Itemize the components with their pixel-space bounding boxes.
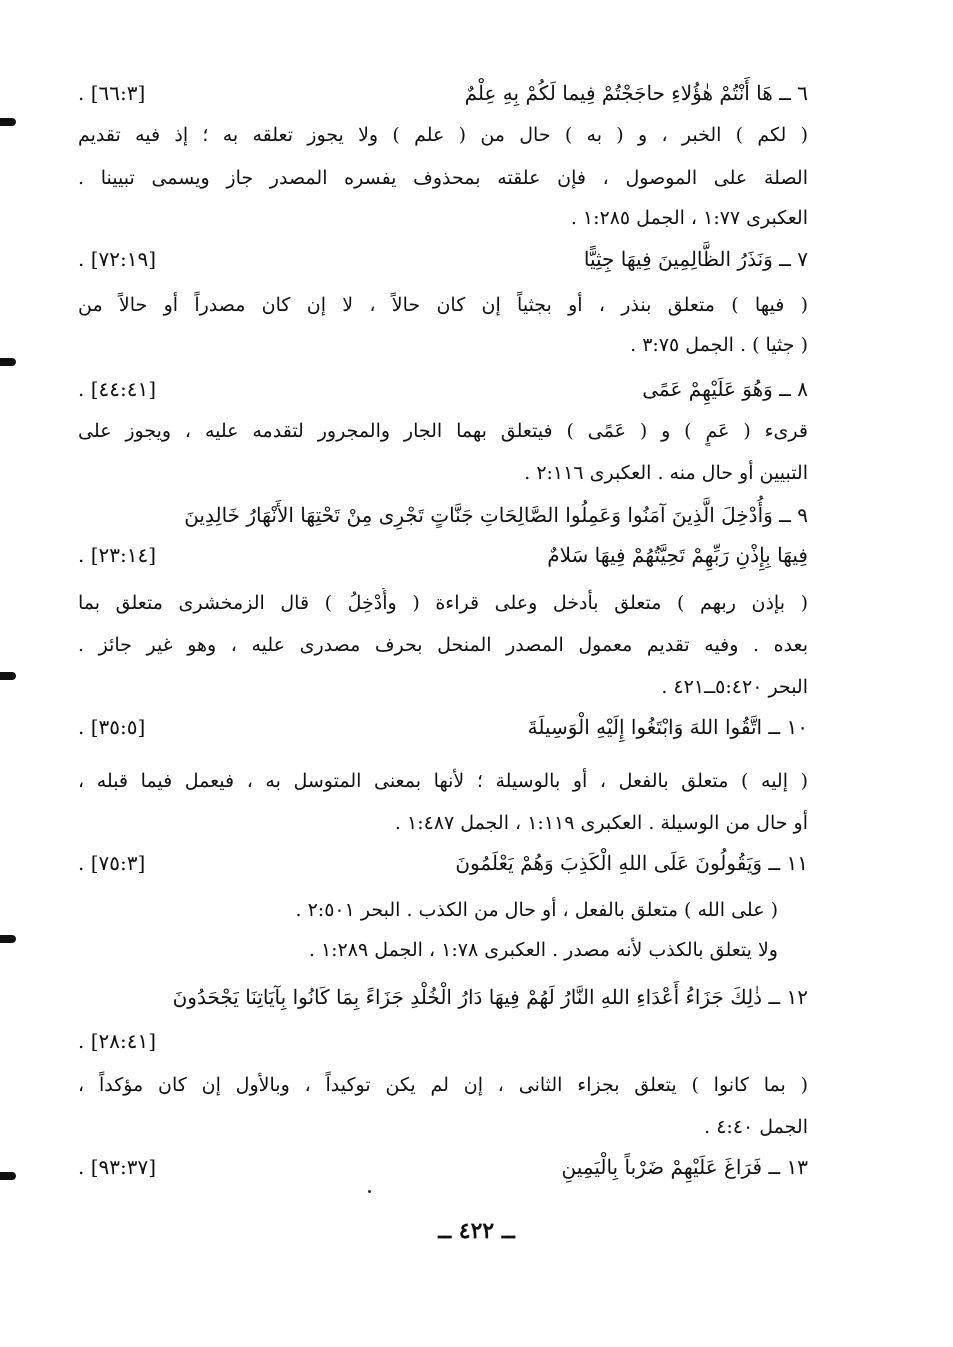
verse-reference: . [٣٥:٥] <box>78 715 146 739</box>
verse-reference: . [٢٨:٤١] <box>78 1029 157 1053</box>
verse-reference: . [٧٢:١٩] <box>78 247 157 271</box>
verse-reference: . [٩٣:٣٧] <box>78 1155 157 1179</box>
commentary-line: ولا يتعلق بالكذب لأنه مصدر . العكبرى ١:٧٨ ، الجمل ١:٢٨٩ . <box>308 939 778 961</box>
commentary-line: ( لكم ) الخبر ، و ( به ) حال من ( علم ) ولا يجوز تعلقه به ؛ إذ فيه تقديم <box>78 124 808 146</box>
verse-row-12 <box>78 980 808 1014</box>
verse-text-continued: فِيهَا بِإِذْنِ رَبِّهِمْ تَحِيَّتُهُمْ فِيهَا سَلامٌ <box>547 543 808 567</box>
commentary-line: ( فيها ) متعلق بنذر ، أو بجثياً إن كان حالاً ، لا إن كان مصدراً أو حالاً من <box>78 294 808 316</box>
commentary-line: ( إليه ) متعلق بالفعل ، أو بالوسيلة ؛ لأنها بمعنى المتوسل به ، فيعمل فيما قبله ، <box>78 770 808 792</box>
verse-row-6 <box>78 76 808 110</box>
verse-text: ١١ ــ وَيَقُولُونَ عَلَى اللهِ الْكَذِبَ وَهُمْ يَعْلَمُونَ <box>455 851 808 875</box>
margin-mark <box>0 118 16 126</box>
commentary-line: العكبرى ١:٧٧ ، الجمل ١:٢٨٥ . <box>570 207 808 229</box>
verse-reference: . [٦٦:٣] <box>78 81 146 105</box>
commentary-line: ( جثيا ) . الجمل ٣:٧٥ . <box>630 334 808 356</box>
verse-text: ٦ ــ هَا أَنْتُمْ هٰؤُلاءِ حاجَجْتُمْ فِيما لَكُمْ بِهِ عِلْمٌ <box>464 81 808 105</box>
commentary-line: ( بما كانوا ) يتعلق بجزاء الثانى ، إن لم يكن توكيداً ، وبالأول إن كان مؤكداً ، <box>78 1074 808 1096</box>
commentary-line: التبيين أو حال منه . العكبرى ٢:١١٦ . <box>524 462 808 484</box>
margin-mark <box>0 672 16 680</box>
verse-reference: . [٤٤:٤١] <box>78 377 157 401</box>
commentary-line: بعده . وفيه تقديم معمول المصدر المنحل بحرف مصدرى عليه ، وهو غير جائز . <box>78 634 808 656</box>
verse-text: ١٠ ــ اتَّقُوا اللهَ وَابْتَغُوا إِلَيْهِ الْوَسِيلَةَ <box>527 715 808 739</box>
verse-row-11 <box>78 846 808 880</box>
margin-mark <box>0 935 16 943</box>
page-number: ــ ٤٢٢ ــ <box>438 1218 515 1244</box>
verse-row-7 <box>78 242 808 276</box>
verse-reference: . [٢٣:١٤] <box>78 543 157 567</box>
commentary-line: ( بإذن ربهم ) متعلق بأدخل وعلى قراءة ( وأُدْخِلُ ) قال الزمخشرى متعلق بما <box>78 592 808 614</box>
verse-row-8 <box>78 372 808 406</box>
scan-speck <box>368 1190 371 1193</box>
verse-text: ٧ ــ وَنَذَرُ الظَّالِمِينَ فِيهَا جِثِيًّا <box>583 247 808 271</box>
commentary-line: البحر ٥:٤٢٠ــ٤٢١ . <box>661 676 808 698</box>
margin-mark <box>0 1172 16 1180</box>
verse-row-9-continued <box>78 538 808 572</box>
verse-reference: . [٧٥:٣] <box>78 851 146 875</box>
verse-text: ١٢ ــ ذٰلِكَ جَزَاءُ أَعْدَاءِ اللهِ النَّارُ لَهُمْ فِيهَا دَارُ الْخُلْدِ جَزَاءً بِمَا كَانُوا بِآيَاتِنَا يَجْحَدُونَ <box>172 985 808 1009</box>
commentary-line: قرىء ( عَمٍ ) و ( عَمًى ) فيتعلق بهما الجار والمجرور لتقدمه عليه ، ويجوز على <box>78 420 808 442</box>
verse-row-13 <box>78 1150 808 1184</box>
verse-row-10 <box>78 710 808 744</box>
verse-text: ٩ ــ وَأُدْخِلَ الَّذِينَ آمَنُوا وَعَمِلُوا الصَّالِحَاتِ جَنَّاتٍ تَجْرِى مِنْ تَحْتِهَا الأَنْهَارُ خَالِدِينَ <box>184 503 808 527</box>
verse-text: ٨ ــ وَهُوَ عَلَيْهِمْ عَمًى <box>642 377 808 401</box>
commentary-line: أو حال من الوسيلة . العكبرى ١:١١٩ ، الجمل ١:٤٨٧ . <box>394 812 808 834</box>
commentary-line: الجمل ٤:٤٠ . <box>704 1116 808 1138</box>
margin-mark <box>0 358 16 366</box>
verse-text: ١٣ ــ فَرَاغَ عَلَيْهِمْ ضَرْباً بِالْيَمِينِ <box>561 1155 808 1179</box>
verse-row-9 <box>78 498 808 532</box>
commentary-line: الصلة على الموصول ، فإن علقته بمحذوف يفسره المصدر جاز ويسمى تبيينا . <box>78 167 808 189</box>
commentary-line: ( على الله ) متعلق بالفعل ، أو حال من الكذب . البحر ٢:٥٠١ . <box>295 899 778 921</box>
